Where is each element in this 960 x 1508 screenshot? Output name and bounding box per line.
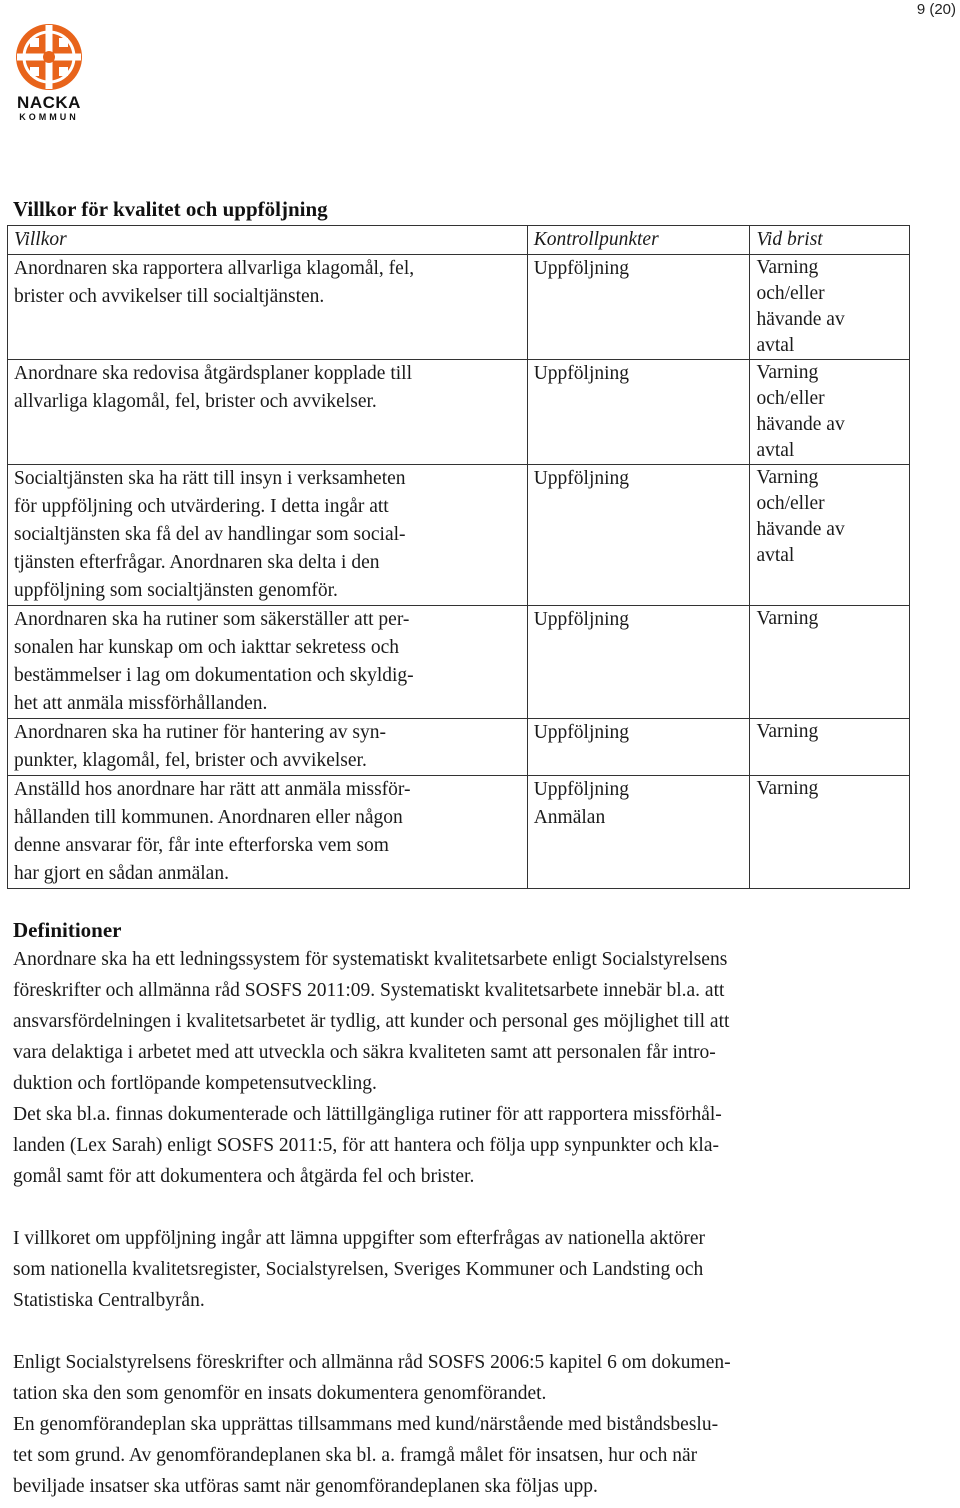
table-row — [8, 606, 910, 719]
checkpoint-cell: Uppföljning — [527, 360, 750, 465]
checkpoint-cell: Uppföljning — [527, 255, 750, 360]
definitions-paragraph: En genomförandeplan ska upprättas tillsammans med kund/närstående med biståndsbeslu- tet som grund. Av genomförandeplanen ska bl. a. framgå målet för insatsen, hur och när beviljade insatser ska utföras samt när genomförandeplanen ska följas upp. — [13, 1414, 719, 1497]
nacka-kommun-logo — [10, 22, 88, 126]
header-conditions: Villkor — [8, 226, 528, 255]
condition-cell: Anordnaren ska rapportera allvarliga klagomål, fel, brister och avvikelser till socialtjänsten. — [8, 255, 528, 360]
checkpoint-cell: Uppföljning Anmälan — [527, 776, 750, 889]
logo-sub: KOMMUN — [19, 112, 79, 122]
condition-cell: Anordnaren ska ha rutiner för hantering av syn- punkter, klagomål, fel, brister och avvikelser. — [8, 719, 528, 776]
action-cell: Varning och/eller hävande av avtal — [750, 360, 910, 465]
condition-cell: Anordnaren ska ha rutiner som säkerställer att per- sonalen har kunskap om och iakttar sekretess och bestämmelser i lag om dokumentation och skyldig- het att anmäla missförhållanden. — [8, 606, 528, 719]
checkpoint-cell: Uppföljning — [527, 606, 750, 719]
definitions-paragraph: I villkoret om uppföljning ingår att lämna uppgifter som efterfrågas av nationella aktörer som nationella kvalitetsregister, Socialstyrelsen, Sveriges Kommuner och Landsting och Statistiska Centralbyrån. — [13, 1228, 706, 1311]
definitions-title: Definitioner — [13, 918, 122, 942]
checkpoint-cell: Uppföljning — [527, 465, 750, 606]
checkpoint-cell: Uppföljning — [527, 719, 750, 776]
action-cell: Varning — [750, 776, 910, 889]
action-cell: Varning — [750, 606, 910, 719]
condition-cell: Anställd hos anordnare har rätt att anmäla missför- hållanden till kommunen. Anordnaren eller någon denne ansvarar för, får inte efterforska vem som har gjort en sådan anmälan. — [8, 776, 528, 889]
action-cell: Varning och/eller hävande av avtal — [750, 465, 910, 606]
condition-cell: Anordnare ska redovisa åtgärdsplaner kopplade till allvarliga klagomål, fel, brister och avvikelser. — [8, 360, 528, 465]
logo-name: NACKA — [17, 93, 81, 112]
header-checkpoints: Kontrollpunkter — [527, 226, 750, 255]
table-row — [8, 360, 910, 465]
section-title: Villkor för kvalitet och uppföljning — [13, 197, 328, 221]
definitions-paragraph: Anordnare ska ha ett ledningssystem för systematiskt kvalitetsarbete enligt Socialstyrelsens föreskrifter och allmänna råd SOSFS 2011:09. Systematiskt kvalitetsarbete innebär bl.a. att ansvarsfördelningen i kvalitetsarbetet är tydlig, att kunder och personal ges möjlighet till att vara delaktiga i arbetet med att utveckla och säkra kvaliteten samt att personalen får intro- duktion och fortlöpande kompetensutveckling. — [13, 949, 730, 1094]
table-row — [8, 776, 910, 889]
table-row — [8, 255, 910, 360]
action-cell: Varning — [750, 719, 910, 776]
definitions-section — [13, 916, 913, 1502]
table-row — [8, 465, 910, 606]
page-number: 9 (20) — [916, 1, 956, 18]
conditions-table — [7, 225, 910, 889]
condition-cell: Socialtjänsten ska ha rätt till insyn i verksamheten för uppföljning och utvärdering. I detta ingår att socialtjänsten ska få del av handlingar som social- tjänsten efterfrågar. Anordnaren ska delta i den uppföljning som socialtjänsten genomför. — [8, 465, 528, 606]
nacka-emblem-icon — [10, 22, 88, 92]
action-cell: Varning och/eller hävande av avtal — [750, 255, 910, 360]
header-on-failure: Vid brist — [750, 226, 910, 255]
definitions-paragraph: Det ska bl.a. finnas dokumenterade och lättillgängliga rutiner för att rapportera missförhål- landen (Lex Sarah) enligt SOSFS 2011:5, för att hantera och följa upp synpunkter och kla- gomål samt för att dokumentera och åtgärda fel och brister. — [13, 1104, 722, 1187]
definitions-paragraph: Enligt Socialstyrelsens föreskrifter och allmänna råd SOSFS 2006:5 kapitel 6 om dokumen- tation ska den som genomför en insats dokumentera genomförandet. — [13, 1352, 731, 1404]
table-header-row — [8, 226, 910, 255]
table-row — [8, 719, 910, 776]
